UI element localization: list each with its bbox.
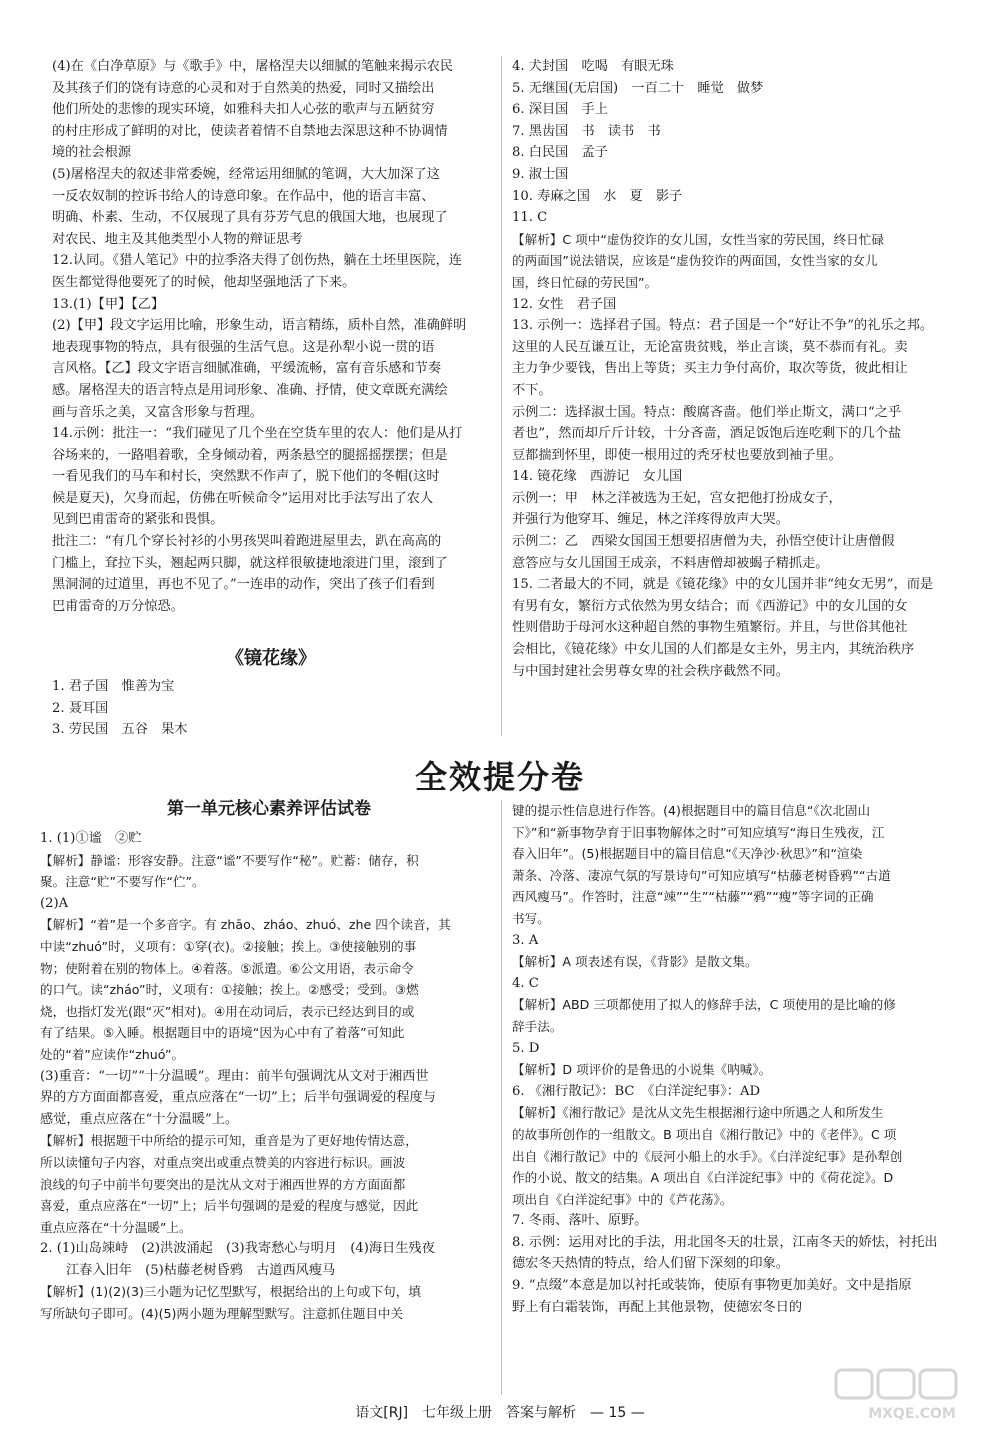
text-line: 境的社会根源 [52, 145, 132, 161]
analysis-line: 所以读懂句子内容，对重点突出或重点赞美的内容进行标识。画波 [40, 1154, 406, 1170]
left-top-column [52, 56, 490, 617]
text-line: 13.(1)【甲】【乙】 [52, 296, 165, 312]
analysis-line: 书写。 [512, 910, 550, 926]
text-line: 并强行为他穿耳、缠足，林之洋疼得放声大哭。 [512, 512, 789, 528]
analysis-line: 【解析】ABD 三项都使用了拟人的修辞手法，C 项使用的是比喻的修 [512, 997, 896, 1013]
analysis-line: 处的“着”应读作“zhuó”。 [40, 1046, 185, 1062]
text-line: 他们所处的悲惨的现实环境，如雅科夫扣人心弦的歌声与五陋贫穷 [52, 102, 435, 118]
text-line: 的两面国”说法错误，应该是“虚伪狡诈的两面国，女性当家的女儿 [512, 253, 878, 269]
analysis-line: 【解析】A 项表述有误，《背影》是散文集。 [512, 954, 758, 970]
text-line: 江春入旧年 (5)枯藤老树昏鸦 古道西风瘦马 [66, 1262, 336, 1278]
text-line: 国，终日忙碌的劳民国”。 [512, 274, 658, 290]
analysis-line: 春入旧年”。(5)根据题目中的篇目信息“《天净沙·秋思》”和“渲染 [512, 846, 863, 862]
analysis-line: 出自《湘行散记》中的《辰河小船上的水手》。《白洋淀纪事》是孙犁创 [512, 1148, 903, 1164]
text-line: 4. C [512, 975, 539, 991]
text-line: 13. 示例一：选择君子国。特点：君子国是一个“好让不争”的礼乐之邦。 [512, 318, 934, 334]
analysis-line: 中读“zhuó”时，义项有：①穿(衣)。②接触；挨上。③使接触别的事 [40, 938, 417, 954]
analysis-line: 重点应落在“十分温暖”上。 [40, 1219, 192, 1235]
text-line: 明确、朴素、生动，不仅展现了具有芬芳气息的俄国大地，也展现了 [52, 210, 448, 226]
text-line: 巴甫雷奇的万分惊恐。 [52, 598, 184, 614]
text-line: 14.示例：批注一：“我们碰见了几个坐在空货车里的农人：他们是从打 [52, 426, 463, 442]
text-line: (2)【甲】段文字运用比喻，形象生动，语言精练，质朴自然，准确鲜明 [52, 318, 467, 334]
svg-text:MXQE.COM: MXQE.COM [868, 1406, 956, 1422]
text-line: 有男有女，繁衍方式依然为男女结合；而《西游记》中的女儿国的女 [512, 598, 908, 614]
analysis-line: 下》”和“新事物孕育于旧事物解体之时”可知应填写“海日生残夜，江 [512, 824, 885, 840]
text-line: 谷场来的，一路唱着歌，全身倾动着，两条悬空的腿摇摇摆摆；但是 [52, 447, 448, 463]
analysis-line: 聚。注意“贮”不要写作“伫”。 [40, 874, 205, 890]
text-line: 画与音乐之美，又富含形象与哲理。 [52, 404, 263, 420]
text-line: 6. 《湘行散记》：BC 《白洋淀纪事》：AD [512, 1083, 761, 1099]
text-line: 感觉，重点应落在“十分温暖”上。 [40, 1111, 239, 1127]
text-line: 示例二：乙 西梁女国国王想要招唐僧为夫，孙悟空使计让唐僧假 [512, 534, 895, 550]
right-top-column [512, 56, 952, 682]
text-line: 示例一：甲 林之洋被选为王妃，宫女把他打扮成女子， [512, 490, 842, 506]
column-divider-top [501, 56, 502, 736]
analysis-line: 的故事所创作的一组散文。B 项出自《湘行散记》中的《老伴》。C 项 [512, 1126, 897, 1142]
analysis-line: 【解析】《湘行散记》是沈从文先生根据湘行途中所遇之人和所发生 [512, 1105, 884, 1121]
text-line: 感。屠格涅夫的语言特点是用词形象、准确、抒情，使文章既充满绘 [52, 382, 448, 398]
analysis-line: 【解析】(1)(2)(3)三小题为记忆型默写，根据给出的上句或下句，填 [40, 1284, 421, 1300]
text-line: 8. 白民国 孟子 [512, 145, 608, 161]
text-line: 14. 镜花缘 西游记 女儿国 [512, 469, 683, 485]
text-line: 3. A [512, 932, 539, 948]
text-line: 德宏冬天热情的特点，给人们留下深刻的印象。 [512, 1256, 789, 1272]
text-line: 性则借助于母河水这种超自然的事物生殖繁衍。并且，与世俗其他社 [512, 620, 908, 636]
text-line: 9. “点缀”本意是加以衬托或装饰，使原有事物更加美好。文中是指原 [512, 1278, 912, 1294]
text-line: 地表现事物的特点，具有很强的生活气息。这是孙犁小说一贯的语 [52, 339, 435, 355]
page-footer: 语文[RJ] 七年级上册 答案与解析 — 15 — [355, 1405, 645, 1421]
analysis-line: 项出自《白洋淀纪事》中的《芦花荡》。 [512, 1191, 733, 1207]
text-line: 1. (1)①谧 ②贮 [40, 831, 142, 846]
text-line: 12. 女性 君子国 [512, 296, 617, 312]
text-line: 10. 寿麻之国 水 夏 影子 [512, 188, 683, 204]
analysis-line: 西风瘦马”。作答时，注意“竦”“生”“枯藤”“鸦”“瘦”等字词的正确 [512, 889, 874, 905]
unit-title: 第一单元核心素养评估试卷 [167, 799, 371, 819]
text-line: 3. 劳民国 五谷 果木 [52, 722, 188, 738]
section-title-jinghuayuan: 《镜花缘》 [226, 648, 316, 669]
text-line: 不下。 [512, 382, 552, 398]
text-line: 黑洞洞的过道里，再也不见了。”一连串的动作，突出了孩子们看到 [52, 577, 435, 593]
text-line: 1. 君子国 惟善为宝 [52, 679, 175, 694]
analysis-line: 【解析】根据题干中所给的提示可知，重音是为了更好地传情达意， [40, 1133, 418, 1149]
right-bottom-column [512, 800, 957, 1318]
column-divider-bottom [501, 800, 502, 1395]
text-line: 的村庄形成了鲜明的对比，使读者着情不自禁地去深思这种不协调情 [52, 123, 448, 139]
analysis-line: 萧条、冷落、凄凉气氛的写景诗句”可知应填写“枯藤老树昏鸦”“古道 [512, 867, 891, 883]
text-line: 界的方方面面都喜爱，重点应落在“一切”上；后半句强调爱的程度与 [40, 1090, 436, 1106]
text-line: 7. 冬雨、落叶、原野。 [512, 1213, 648, 1229]
analysis-line: 烧，也指灯发光(跟“灭”相对)。④用在动词后，表示已经达到目的或 [40, 1003, 415, 1019]
watermark-logo [832, 1364, 992, 1424]
analysis-line: 作的小说、散文的结集。A 项出自《白洋淀纪事》中的《荷花淀》。D [512, 1170, 894, 1186]
text-line: 见到巴甫雷奇的紧张和畏惧。 [52, 512, 224, 528]
analysis-line: 【解析】D 项评价的是鲁迅的小说集《呐喊》。 [512, 1062, 772, 1078]
text-line: (2)A [40, 895, 69, 911]
text-line: 示例二：选择淑士国。特点：酸腐吝啬。他们举止斯文，满口“之乎 [512, 404, 902, 420]
text-line: 及其孩子们的饶有诗意的心灵和对于自然美的热爱，同时又描绘出 [52, 80, 435, 96]
analysis-line: 的口气。读“zháo”时，义项有：①接触；挨上。②感受；受到。③燃 [40, 982, 419, 998]
analysis-line: 浪线的句子中前半句要突出的是沈从文对于湘西世界的方方面面都 [40, 1176, 406, 1192]
text-line: 6. 深目国 手上 [512, 102, 608, 118]
analysis-line: 【解析】静谧：形容安静。注意“谧”不要写作“秘”。贮蓄：储存，积 [40, 852, 419, 868]
text-line: 4. 犬封国 吃喝 有眼无珠 [512, 59, 674, 74]
analysis-line: 物；使附着在别的物体上。④着落。⑤派遣。⑥公文用语，表示命令 [40, 960, 414, 976]
text-line: 会相比，《镜花缘》中女儿国的人们都是女主外，男主内，其统治秩序 [512, 642, 915, 658]
text-line: 9. 淑士国 [512, 166, 569, 182]
text-line: 5. D [512, 1040, 540, 1056]
text-line: 【解析】C 项中“虚伪狡诈的女儿国，女性当家的劳民国，终日忙碌 [512, 231, 884, 247]
text-line: 门槛上，耷拉下头，翘起两只脚，就这样很敏捷地滚进门里，滚到了 [52, 555, 448, 571]
text-line: 主力争少要钱，售出上等货；买主力争付高价，取次等货，彼此相让 [512, 361, 908, 377]
text-line: 2. 聂耳国 [52, 700, 109, 716]
text-line: 候是夏天)，欠身而起，仿佛在听候命令”运用对比手法写出了农人 [52, 490, 434, 506]
text-line: 言风格。【乙】段文字语言细腻准确，平缓流畅，富有音乐感和节奏 [52, 361, 442, 377]
text-line: 15. 二者最大的不同，就是《镜花缘》中的女儿国并非“纯女无男”，而是 [512, 577, 934, 593]
jinghuayuan-list [52, 676, 490, 741]
analysis-line: 喜爱，重点应落在“一切”上；后半句强调的是爱的程度与感觉，因此 [40, 1198, 419, 1214]
text-line: 豆都揣到怀里，即使一根用过的秃牙杖也要放到袖子里。 [512, 447, 842, 463]
text-line: 与中国封建社会男尊女卑的社会秩序截然不同。 [512, 663, 789, 679]
analysis-line: 有了结果。⑤入睡。根据题目中的语境“因为心中有了着落”可知此 [40, 1025, 405, 1041]
left-bottom-column [40, 828, 498, 1325]
text-line: 一反农奴制的控诉书给人的诗意印象。在作品中，他的语言丰富、 [52, 188, 435, 204]
text-line: 11. C [512, 210, 548, 226]
text-line: 这里的人民互谦互让，无论富贵贫贱，举止言谈，莫不恭而有礼。卖 [512, 339, 908, 355]
text-line: 5. 无继国(无启国) 一百二十 睡觉 做梦 [512, 80, 764, 96]
analysis-line: 写所缺句子即可。(4)(5)两小题为理解型默写。注意抓住题目中关 [40, 1306, 404, 1322]
watermark-icon [832, 1364, 992, 1424]
big-title: 全效提分卷 [414, 758, 585, 796]
text-line: 医生都觉得他要死了的时候，他却坚强地活了下来。 [52, 274, 356, 290]
text-line: 一看见我们的马车和村长，突然默不作声了，脱下他们的冬帽(这时 [52, 469, 440, 485]
text-line: 者也”，然而却斤斤计较，十分吝啬，酒足饭饱后连吃剩下的几个盐 [512, 426, 902, 442]
text-line: 8. 示例：运用对比的手法，用北国冬天的壮景，江南冬天的娇怯，衬托出 [512, 1234, 938, 1250]
text-line: 野上有白霜装饰，再配上其他景物，使德宏冬日的 [512, 1299, 803, 1315]
text-line: 7. 黑齿国 书 读书 书 [512, 123, 661, 139]
text-line: (3)重音：“一切”“十分温暖”。理由：前半句强调沈从文对于湘西世 [40, 1068, 429, 1084]
text-line: 批注二：“有几个穿长衬衫的小男孩哭叫着跑进屋里去，趴在高高的 [52, 534, 442, 550]
text-line: 意答应与女儿国国王成亲，不料唐僧却被蝎子精抓走。 [512, 555, 829, 571]
analysis-line: 键的提示性信息进行作答。(4)根据题目中的篇目信息“《次北固山 [512, 803, 871, 818]
text-line: (5)屠格涅夫的叙述非常委婉，经常运用细腻的笔调，大大加深了这 [52, 166, 440, 182]
text-line: 12.认同。《猎人笔记》中的拉季洛夫得了创伤热，躺在土坯里医院，连 [52, 253, 462, 269]
text-line: 2. (1)山岛竦峙 (2)洪波涌起 (3)我寄愁心与明月 (4)海日生残夜 [40, 1241, 435, 1257]
analysis-line: 辞手法。 [512, 1018, 563, 1034]
text-line: (4)在《白净草原》与《歌手》中，屠格涅夫以细腻的笔触来揭示农民 [52, 59, 454, 74]
analysis-line: 【解析】“着”是一个多音字。有 zhāo、zháo、zhuó、zhe 四个读音，其 [40, 917, 451, 933]
text-line: 对农民、地主及其他类型小人物的辩证思考 [52, 231, 303, 247]
